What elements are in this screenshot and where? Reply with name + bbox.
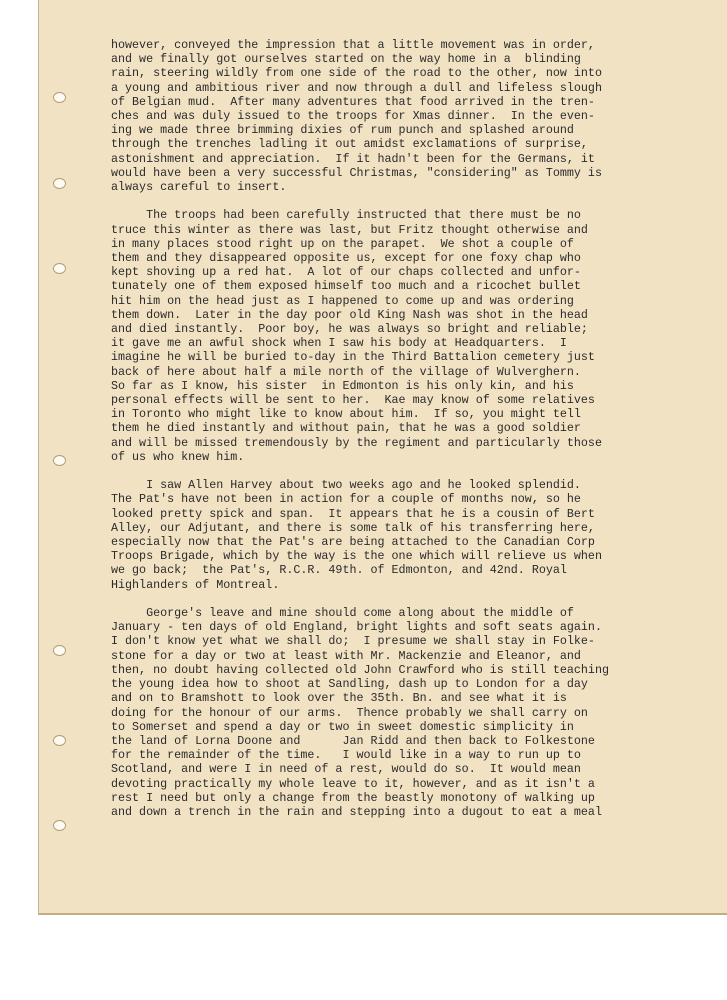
text-line: I saw Allen Harvey about two weeks ago and he looked splendid. <box>111 478 581 493</box>
text-line: the land of Lorna Doone and Jan Ridd and then back to Folkestone <box>111 733 595 748</box>
text-line: however, conveyed the impression that a little movement was in order, <box>111 38 595 52</box>
text-line: then, no doubt having collected old John Crawford who is still teaching <box>111 662 609 677</box>
text-line: we go back; the Pat's, R.C.R. 49th. of Edmonton, and 42nd. Royal <box>111 563 567 578</box>
text-line: Troops Brigade, which by the way is the one which will relieve us when <box>111 549 602 564</box>
paragraph <box>111 38 727 194</box>
text-line: rain, steering wildly from one side of the road to the other, now into <box>111 66 602 81</box>
text-line: and died instantly. Poor boy, he was always so bright and reliable; <box>111 322 588 337</box>
letter-page <box>38 0 727 915</box>
text-line: doing for the honour of our arms. Thence probably we shall carry on <box>111 705 588 720</box>
text-line: truce this winter as there was last, but Fritz thought otherwise and <box>111 222 588 237</box>
paragraph <box>111 606 727 819</box>
text-line: back of here about half a mile north of the village of Wulverghern. <box>111 364 581 379</box>
text-line: always careful to insert. <box>111 180 287 195</box>
text-line: of Belgian mud. After many adventures that food arrived in the tren- <box>111 94 595 109</box>
paragraph <box>111 208 727 464</box>
text-line: I don't know yet what we shall do; I presume we shall stay in Folke- <box>111 634 595 649</box>
text-line: it gave me an awful shock when I saw his body at Headquarters. I <box>111 336 567 351</box>
text-line: Highlanders of Montreal. <box>111 577 280 592</box>
text-line: ches and was duly issued to the troops for Xmas dinner. In the even- <box>111 109 595 124</box>
text-line: through the trenches ladling it out amidst exclamations of surprise, <box>111 137 588 152</box>
text-line: stone for a day or two at least with Mr. Mackenzie and Eleanor, and <box>111 648 581 663</box>
text-line: a young and ambitious river and now through a dull and lifeless slough <box>111 80 602 95</box>
text-line: hit him on the head just as I happened to come up and was ordering <box>111 293 574 308</box>
text-line: George's leave and mine should come along about the middle of <box>111 606 574 621</box>
text-line: The Pat's have not been in action for a couple of months now, so he <box>111 492 581 507</box>
text-line: Alley, our Adjutant, and there is some talk of his transferring here, <box>111 520 595 535</box>
punch-hole <box>53 455 66 466</box>
text-line: devoting practically my whole leave to it, however, and as it isn't a <box>111 776 595 791</box>
punch-hole <box>53 735 66 746</box>
text-line: imagine he will be buried to-day in the Third Battalion cemetery just <box>111 350 595 365</box>
text-line: January - ten days of old England, bright lights and soft seats again. <box>111 620 602 635</box>
text-line: ing we made three brimming dixies of rum punch and splashed around <box>111 123 574 138</box>
text-line: to Somerset and spend a day or two in sweet domestic simplicity in <box>111 719 574 734</box>
text-line: rest I need but only a change from the beastly monotony of walking up <box>111 790 595 805</box>
text-line: looked pretty spick and span. It appears that he is a cousin of Bert <box>111 506 595 521</box>
text-line: tunately one of them exposed himself too much and a ricochet bullet <box>111 279 581 294</box>
text-line: for the remainder of the time. I would like in a way to run up to <box>111 748 581 763</box>
text-line: in many places stood right up on the parapet. We shot a couple of <box>111 236 574 251</box>
text-line: and down a trench in the rain and stepping into a dugout to eat a meal <box>111 804 602 819</box>
paragraph <box>111 478 727 592</box>
punch-hole <box>53 92 66 103</box>
text-line: them and they disappeared opposite us, except for one foxy chap who <box>111 251 581 266</box>
text-line: in Toronto who might like to know about him. If so, you might tell <box>111 407 581 422</box>
punch-hole <box>53 820 66 831</box>
text-line: them down. Later in the day poor old King Nash was shot in the head <box>111 307 588 322</box>
text-line: Scotland, and were I in need of a rest, would do so. It would mean <box>111 762 581 777</box>
letter-body <box>111 38 727 833</box>
text-line: especially now that the Pat's are being attached to the Canadian Corp <box>111 535 595 550</box>
text-line: kept shoving up a red hat. A lot of our chaps collected and unfor- <box>111 265 581 280</box>
text-line: and on to Bramshott to look over the 35th. Bn. and see what it is <box>111 691 567 706</box>
text-line: them he died instantly and without pain, that he was a good soldier <box>111 421 581 436</box>
punch-hole <box>53 263 66 274</box>
text-line: of us who knew him. <box>111 449 245 464</box>
text-line: would have been a very successful Christmas, "considering" as Tommy is <box>111 165 602 180</box>
text-line: and will be missed tremendously by the regiment and particularly those <box>111 435 602 450</box>
punch-hole <box>53 178 66 189</box>
text-line: astonishment and appreciation. If it hadn't been for the Germans, it <box>111 151 595 166</box>
text-line: and we finally got ourselves started on the way home in a blinding <box>111 52 581 67</box>
text-line: personal effects will be sent to her. Kae may know of some relatives <box>111 393 595 408</box>
text-line: So far as I know, his sister in Edmonton is his only kin, and his <box>111 378 574 393</box>
punch-hole <box>53 645 66 656</box>
text-line: The troops had been carefully instructed that there must be no <box>111 208 581 223</box>
text-line: the young idea how to shoot at Sandling, dash up to London for a day <box>111 677 588 692</box>
